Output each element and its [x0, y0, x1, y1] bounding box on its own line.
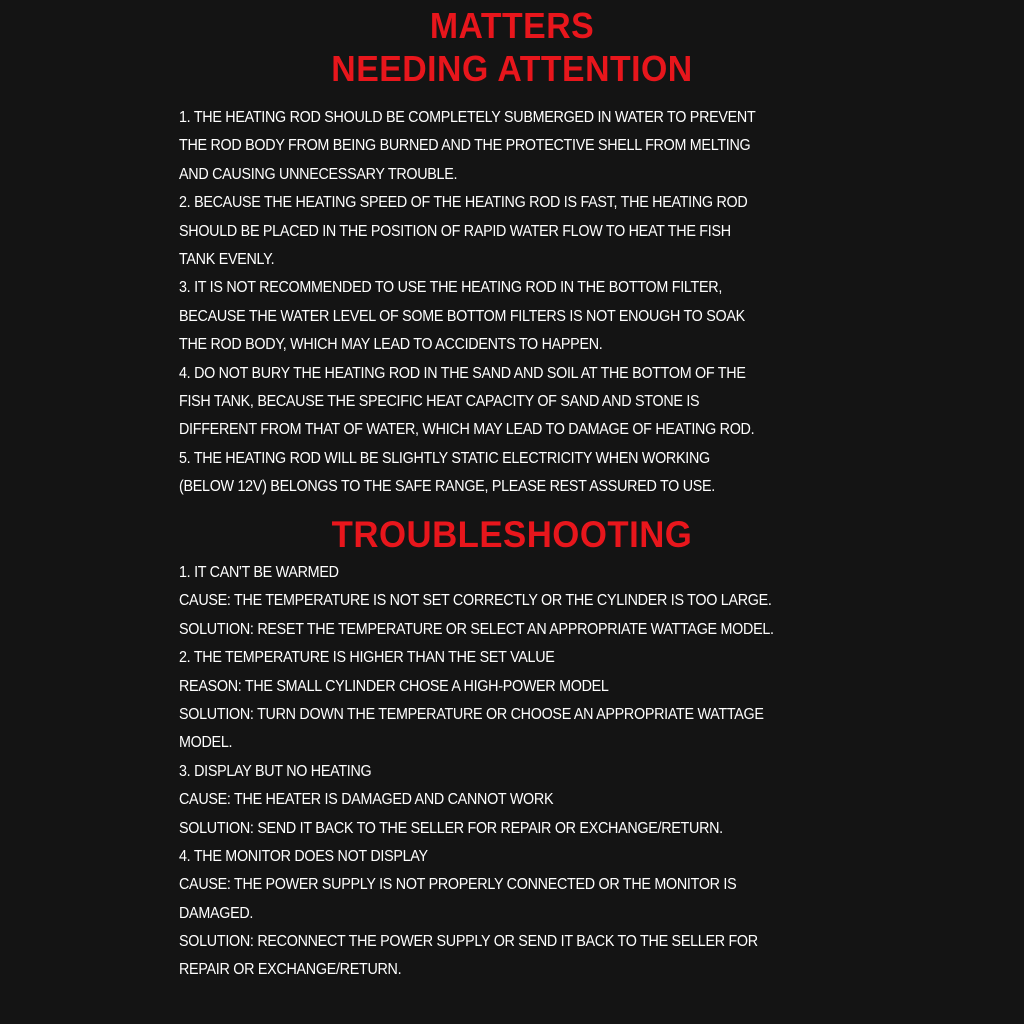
troubleshooting-line: 2. THE TEMPERATURE IS HIGHER THAN THE SET VALUE — [179, 649, 555, 667]
troubleshooting-line: REPAIR OR EXCHANGE/RETURN. — [179, 961, 402, 979]
attention-line: FISH TANK, BECAUSE THE SPECIFIC HEAT CAPACITY OF SAND AND STONE IS — [179, 392, 700, 410]
attention-line: AND CAUSING UNNECESSARY TROUBLE. — [179, 165, 458, 183]
attention-line: 3. IT IS NOT RECOMMENDED TO USE THE HEATING ROD IN THE BOTTOM FILTER, — [179, 279, 723, 297]
troubleshooting-line: DAMAGED. — [179, 904, 254, 922]
troubleshooting-line: 3. DISPLAY BUT NO HEATING — [179, 762, 372, 780]
attention-line: TANK EVENLY. — [179, 250, 275, 268]
troubleshooting-line: 4. THE MONITOR DOES NOT DISPLAY — [179, 847, 428, 865]
troubleshooting-line: SOLUTION: SEND IT BACK TO THE SELLER FOR REPAIR OR EXCHANGE/RETURN. — [179, 819, 723, 837]
attention-title-line-1: MATTERS — [429, 5, 595, 46]
attention-line: THE ROD BODY FROM BEING BURNED AND THE PROTECTIVE SHELL FROM MELTING — [179, 137, 751, 155]
attention-line: (BELOW 12V) BELONGS TO THE SAFE RANGE, PLEASE REST ASSURED TO USE. — [179, 478, 716, 496]
troubleshooting-line: CAUSE: THE TEMPERATURE IS NOT SET CORRECTLY OR THE CYLINDER IS TOO LARGE. — [179, 592, 772, 610]
troubleshooting-list — [179, 559, 839, 985]
attention-line: 5. THE HEATING ROD WILL BE SLIGHTLY STATIC ELECTRICITY WHEN WORKING — [179, 449, 710, 467]
troubleshooting-line: MODEL. — [179, 734, 233, 752]
attention-line: DIFFERENT FROM THAT OF WATER, WHICH MAY LEAD TO DAMAGE OF HEATING ROD. — [179, 421, 755, 439]
attention-line: 1. THE HEATING ROD SHOULD BE COMPLETELY SUBMERGED IN WATER TO PREVENT — [179, 109, 756, 126]
troubleshooting-line: SOLUTION: TURN DOWN THE TEMPERATURE OR CHOOSE AN APPROPRIATE WATTAGE — [179, 705, 764, 723]
troubleshooting-title: TROUBLESHOOTING — [331, 514, 693, 555]
troubleshooting-line: CAUSE: THE POWER SUPPLY IS NOT PROPERLY CONNECTED OR THE MONITOR IS — [179, 876, 737, 894]
troubleshooting-line: 1. IT CAN'T BE WARMED — [179, 564, 339, 581]
troubleshooting-line: SOLUTION: RECONNECT THE POWER SUPPLY OR SEND IT BACK TO THE SELLER FOR — [179, 933, 758, 951]
attention-line: THE ROD BODY, WHICH MAY LEAD TO ACCIDENTS TO HAPPEN. — [179, 336, 603, 354]
troubleshooting-line: REASON: THE SMALL CYLINDER CHOSE A HIGH-POWER MODEL — [179, 677, 609, 695]
attention-list — [179, 104, 839, 501]
troubleshooting-line: CAUSE: THE HEATER IS DAMAGED AND CANNOT WORK — [179, 791, 554, 809]
attention-line: BECAUSE THE WATER LEVEL OF SOME BOTTOM FILTERS IS NOT ENOUGH TO SOAK — [179, 307, 745, 325]
attention-line: 4. DO NOT BURY THE HEATING ROD IN THE SAND AND SOIL AT THE BOTTOM OF THE — [179, 364, 746, 382]
attention-line: SHOULD BE PLACED IN THE POSITION OF RAPID WATER FLOW TO HEAT THE FISH — [179, 222, 731, 240]
attention-line: 2. BECAUSE THE HEATING SPEED OF THE HEATING ROD IS FAST, THE HEATING ROD — [179, 194, 748, 212]
troubleshooting-line: SOLUTION: RESET THE TEMPERATURE OR SELECT AN APPROPRIATE WATTAGE MODEL. — [179, 620, 774, 638]
attention-title-line-2: NEEDING ATTENTION — [331, 48, 693, 89]
